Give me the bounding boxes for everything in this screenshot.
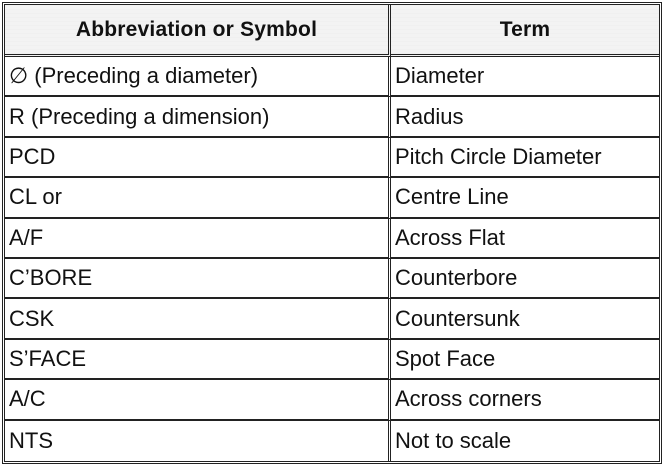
- cell-abbreviation: [5, 57, 391, 97]
- term-text: Across corners: [395, 386, 542, 412]
- cell-term: [391, 178, 659, 218]
- cell-term: [391, 97, 659, 137]
- abbreviation-text: A/C: [9, 386, 46, 412]
- cell-term: [391, 299, 659, 339]
- cell-term: [391, 57, 659, 97]
- abbreviation-text: S’FACE: [9, 345, 87, 371]
- cell-abbreviation: [5, 340, 391, 380]
- cell-abbreviation: [5, 178, 391, 218]
- term-text: Diameter: [395, 63, 485, 89]
- term-text: Across Flat: [395, 224, 506, 250]
- header-term-label: Term: [499, 18, 551, 41]
- abbreviation-text: CL or: [9, 184, 62, 210]
- header-abbreviation: [5, 5, 391, 57]
- cell-term: [391, 380, 659, 420]
- abbreviation-text: C’BORE: [9, 265, 93, 291]
- abbreviation-text: PCD: [9, 143, 56, 169]
- cell-abbreviation: [5, 380, 391, 420]
- cell-abbreviation: [5, 219, 391, 259]
- cell-abbreviation: [5, 299, 391, 339]
- cell-abbreviation: [5, 138, 391, 178]
- cell-abbreviation: [5, 421, 391, 461]
- abbreviation-text: R (Preceding a dimension): [9, 103, 270, 129]
- cell-abbreviation: [5, 259, 391, 299]
- abbreviation-text: CSK: [9, 305, 55, 331]
- abbreviation-text: NTS: [9, 427, 53, 453]
- term-text: Countersunk: [395, 305, 520, 331]
- cell-abbreviation: [5, 97, 391, 137]
- cell-term: [391, 138, 659, 178]
- header-abbreviation-label: Abbreviation or Symbol: [75, 18, 318, 41]
- cell-term: [391, 219, 659, 259]
- term-text: Radius: [395, 103, 464, 129]
- term-text: Pitch Circle Diameter: [395, 143, 602, 169]
- abbreviation-text: A/F: [9, 224, 44, 250]
- abbreviation-text: ∅ (Preceding a diameter): [9, 63, 259, 89]
- header-term: [391, 5, 659, 57]
- abbreviation-table: [2, 2, 662, 464]
- cell-term: [391, 259, 659, 299]
- term-text: Spot Face: [395, 345, 496, 371]
- term-text: Centre Line: [395, 184, 509, 210]
- cell-term: [391, 421, 659, 461]
- term-text: Not to scale: [395, 427, 512, 453]
- table-grid: [5, 5, 659, 461]
- cell-term: [391, 340, 659, 380]
- term-text: Counterbore: [395, 265, 518, 291]
